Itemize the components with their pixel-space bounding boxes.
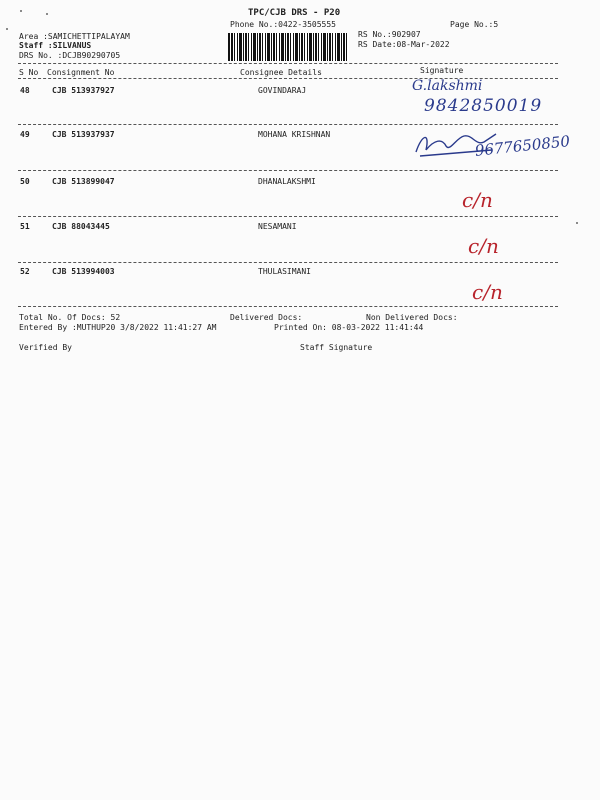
drs-number: DRS No. :DCJB90290705: [19, 51, 121, 60]
scan-speck: [6, 28, 8, 30]
rs-number: RS No.:902907: [358, 30, 421, 39]
staff-label: Staff :SILVANUS: [19, 41, 92, 50]
row-consignment: CJB 513937937: [52, 130, 115, 139]
handwritten-signature: G.lakshmi: [412, 78, 483, 94]
total-docs: Total No. Of Docs: 52: [19, 313, 121, 322]
col-header-signature: Signature: [420, 66, 464, 75]
divider: [18, 216, 558, 217]
row-consignment: CJB 88043445: [52, 222, 110, 231]
verified-by: Verified By: [19, 343, 72, 352]
rs-date: RS Date:08-Mar-2022: [358, 40, 450, 49]
row-sno: 50: [20, 177, 30, 186]
col-header-sno: S No: [19, 68, 39, 77]
row-consignee: MOHANA KRISHNAN: [258, 130, 331, 139]
row-sno: 49: [20, 130, 30, 139]
row-consignee: THULASIMANI: [258, 267, 311, 276]
row-consignment: CJB 513937927: [52, 86, 115, 95]
handwritten-cn-mark: c/n: [462, 188, 493, 212]
handwritten-cn-mark: c/n: [472, 280, 503, 304]
handwritten-cn-mark: c/n: [468, 234, 499, 258]
row-consignee: DHANALAKSHMI: [258, 177, 316, 186]
staff-signature: Staff Signature: [300, 343, 373, 352]
scan-speck: [46, 13, 48, 15]
printed-on: Printed On: 08-03-2022 11:41:44: [274, 323, 424, 332]
phone-number: Phone No.:0422-3505555: [230, 20, 336, 29]
delivered-docs: Delivered Docs:: [230, 313, 303, 322]
divider: [18, 306, 558, 307]
col-header-consignment: Consignment No: [47, 68, 115, 77]
area-label: Area :SAMICHETTIPALAYAM: [19, 32, 130, 41]
row-sno: 51: [20, 222, 30, 231]
handwritten-phone: 9842850019: [424, 96, 543, 116]
page-number: Page No.:5: [450, 20, 499, 29]
barcode: [228, 33, 349, 61]
row-consignment: CJB 513899047: [52, 177, 115, 186]
scan-speck: [576, 222, 578, 224]
divider: [18, 262, 558, 263]
row-consignment: CJB 513994003: [52, 267, 115, 276]
non-delivered-docs: Non Delivered Docs:: [366, 313, 458, 322]
row-consignee: GOVINDARAJ: [258, 86, 307, 95]
divider: [18, 63, 558, 64]
document-title: TPC/CJB DRS - P20: [248, 8, 341, 18]
handwritten-phone: 9677650850: [474, 132, 571, 160]
row-sno: 48: [20, 86, 30, 95]
divider: [18, 170, 558, 171]
scan-speck: [20, 10, 22, 12]
row-sno: 52: [20, 267, 30, 276]
row-consignee: NESAMANI: [258, 222, 297, 231]
entered-by: Entered By :MUTHUP20 3/8/2022 11:41:27 AM: [19, 323, 217, 332]
col-header-consignee: Consignee Details: [240, 68, 322, 77]
